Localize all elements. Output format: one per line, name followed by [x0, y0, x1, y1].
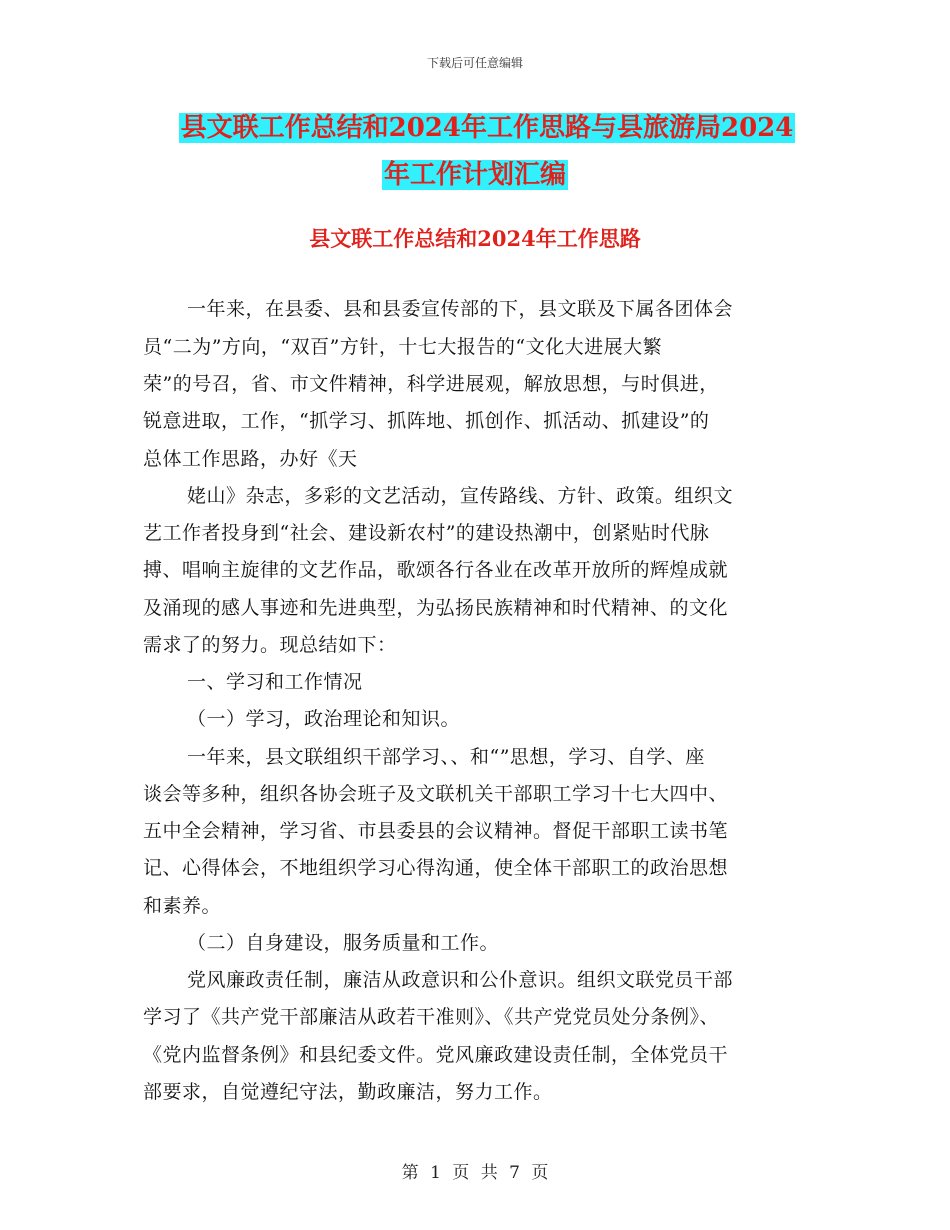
subsection-heading: （一）学习，政治理论和知识。	[187, 708, 461, 730]
section-heading: 一、学习和工作情况	[187, 671, 363, 693]
header-note: 下载后可任意编辑	[426, 56, 523, 70]
body-line: 和素养。	[143, 895, 222, 917]
body-line: 搏、唱响主旋律的文艺作品，歌颂各行各业在改革开放所的辉煌成就	[143, 559, 729, 581]
section-subtitle: 县文联工作总结和2024年工作思路	[309, 226, 641, 251]
body-line: 一年来，县文联组织干部学习、、和“”思想，学习、自学、座	[187, 746, 705, 768]
body-line: 五中全会精神，学习省、市县委县的会议精神。督促干部职工读书笔	[143, 820, 729, 842]
body-line: 部要求，自觉遵纪守法，勤政廉洁，努力工作。	[143, 1081, 553, 1103]
title-highlight-2: 年工作计划汇编	[383, 160, 566, 190]
body-line: 谈会等多种，组织各协会班子及文联机关干部职工学习十七大四中、	[143, 783, 729, 805]
body-line: 总体工作思路，办好《天	[143, 448, 358, 470]
body-line: 艺工作者投身到“社会、建设新农村”的建设热潮中，创紧贴时代脉	[143, 522, 710, 544]
body-line: 需求了的努力。现总结如下：	[143, 634, 397, 656]
body-line: 及涌现的感人事迹和先进典型，为弘扬民族精神和时代精神、的文化	[143, 597, 729, 619]
body-line: 荣”的号召，省、市文件精神，科学进展观，解放思想，与时俱进，	[143, 373, 719, 395]
page-footer: 第 1 页 共 7 页	[401, 1163, 549, 1183]
body-line: 姥山》杂志，多彩的文艺活动，宣传路线、方针、政策。组织文	[187, 485, 734, 507]
body-line: 员“二为”方向，“双百”方针，十七大报告的“文化大进展大繁	[143, 336, 663, 358]
body-line: 《党内监督条例》和县纪委文件。党风廉政建设责任制，全体党员干	[143, 1044, 729, 1066]
document-title-line-2	[0, 158, 950, 192]
body-line: 一年来，在县委、县和县委宣传部的下，县文联及下属各团体会	[187, 298, 734, 320]
title-highlight-1: 县文联工作总结和2024年工作思路与县旅游局2024	[180, 113, 794, 143]
document-title-line-1	[12, 111, 950, 145]
body-line: 学习了《共产党干部廉洁从政若干准则》、《共产党党员处分条例》、	[143, 1006, 720, 1028]
body-line: 党风廉政责任制，廉洁从政意识和公仆意识。组织文联党员干部	[187, 969, 734, 991]
body-line: 记、心得体会，不地组织学习心得沟通，使全体干部职工的政治思想	[143, 857, 729, 879]
subsection-heading: （二）自身建设，服务质量和工作。	[187, 932, 500, 954]
body-line: 锐意进取，工作，“抓学习、抓阵地、抓创作、抓活动、抓建设”的	[143, 410, 710, 432]
